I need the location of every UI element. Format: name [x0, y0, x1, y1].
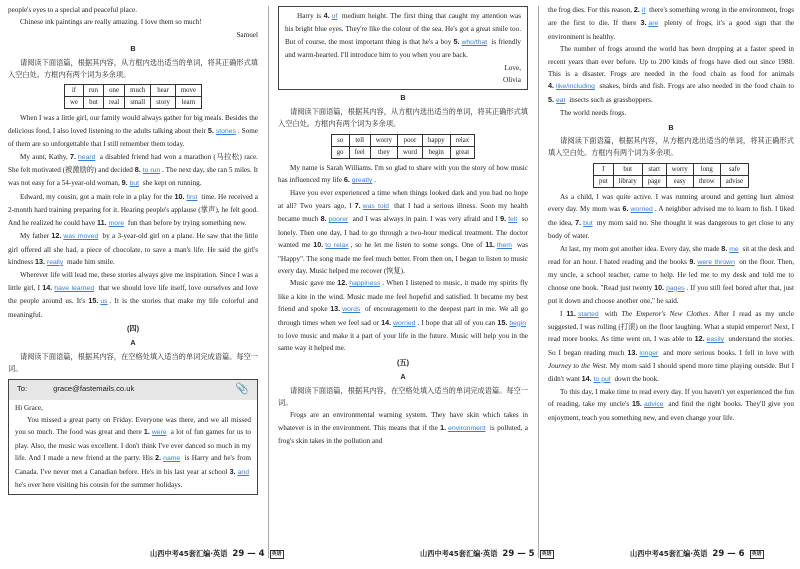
paragraph: You missed a great party on Friday. Everyone was there, and we all missed you so much. The food was great and there 1. were a lot of fun games for us to play. Also, the music was excellent. I don't think I've ever danced so much in my life. And I made a new friend at the party. His 2. name is Harry and he's from Canada. I've never met a Canadian before. He's in his last year at school 3. and he's over here visiting his cousin for the summer holidays. — [15, 415, 251, 489]
word-cell: so — [331, 134, 349, 146]
answer: greatly — [351, 177, 373, 185]
column-left — [8, 4, 258, 495]
paragraph: Wherever life will lead me, these stories always give me inspiration. Since I was a little girl, I 14. have learned that we should love life itself, love ourselves and love the people around us. It's 15. us . It is the stories that make my life colorful and meaningful. — [8, 271, 259, 319]
answer: but — [583, 219, 593, 227]
section-title: B — [400, 93, 406, 103]
answer: name — [163, 455, 181, 463]
answer: them — [496, 242, 512, 250]
word-row — [331, 146, 474, 158]
word-box — [331, 134, 475, 159]
paragraph: Frogs are an environmental warning system. They have skin which takes in whatever is in the environment. This means that if the 1. environment is polluted, a frog's skin takes in the pollution and — [278, 411, 528, 446]
signature: Samuel — [236, 30, 258, 39]
word-row — [593, 163, 748, 175]
instruction: 请阅读下面语篇，根据其内容，从方框内选出适当的单词，将其正确形式填入空白处。方框内有两个词为多余项。 — [278, 106, 528, 129]
section-title: B — [130, 44, 136, 54]
page-footer — [150, 548, 284, 560]
signature: Love, — [504, 63, 521, 72]
section-title: (四) — [127, 323, 139, 333]
answer: poorer — [328, 216, 349, 224]
footer-title: 山西中考45套汇编·英语 — [420, 548, 498, 558]
answer: were thrown — [697, 258, 735, 266]
paragraph: Have you ever experienced a time when things looked dark and you had no hope at all? Two years ago, I 7. was told that I had a serious illness. Soon my health became much 8. poorer and I was always in pain. I was very afraid and I 9. felt so lonely. Then one day, I had to go through a two-hour medical treatment. The doctor wanted me 10. to relax , so he let me listen to some songs. One of 11. them was "Happy". The song made me feel much better. From then on, I began to listen to music every day. Music helped me recover (恢复). — [278, 189, 529, 275]
section-title: A — [130, 338, 136, 348]
answer: first — [186, 193, 198, 201]
section-title: (五) — [397, 357, 409, 367]
column-middle — [278, 4, 528, 448]
word-cell: throw — [693, 175, 720, 187]
word-cell: worry — [370, 134, 397, 146]
column-divider — [538, 6, 539, 558]
paperclip-icon: 📎 — [235, 382, 249, 395]
word-box — [593, 163, 749, 188]
answer: were — [151, 429, 167, 437]
answer: stories — [215, 127, 236, 135]
word-cell: move — [175, 85, 201, 97]
answer: us — [100, 298, 108, 306]
email-box — [8, 379, 258, 496]
instruction: 请阅读下面语篇，根据其内容，在空格处填入适当的单词完成语篇。每空一词。 — [278, 385, 528, 407]
paragraph: Chinese ink paintings are really amazing. I love them so much! — [20, 18, 202, 27]
email-to-label: To: — [17, 384, 28, 394]
instruction: 请阅读下面语篇，根据其内容，在空格处填入适当的单词完成语篇。每空一词。 — [8, 351, 258, 374]
answer: environment — [448, 424, 486, 432]
answer: advice — [643, 401, 664, 409]
instruction: 请阅读下面语篇，根据其内容，从方框内选出适当的单词，将其正确形式填入空白处。方框内有两个词为多余项。 — [8, 57, 258, 80]
answer: started — [577, 310, 599, 318]
answer: eat — [556, 96, 566, 104]
word-cell: run — [83, 85, 103, 97]
word-row — [64, 85, 201, 97]
answer: really — [46, 258, 64, 266]
answer: to relax — [325, 242, 349, 250]
answer: but — [129, 180, 140, 188]
answer: like/including — [556, 83, 595, 91]
answer: easily — [706, 336, 725, 344]
word-cell: advise — [720, 175, 748, 187]
paragraph: people's eyes to a special and peaceful place. — [8, 6, 138, 14]
email-body — [9, 400, 257, 495]
email-greeting: Hi Grace, — [15, 403, 43, 412]
word-cell: one — [103, 85, 124, 97]
footer-title: 山西中考45套汇编·英语 — [150, 548, 228, 558]
paragraph: My father 12. was moved by a 3-year-old girl on a plane. He saw that the little girl offered all she had, a piece of chocolate, to save a man's life. He said the girl's kindness 13. really made him smile. — [8, 231, 258, 266]
word-cell: we — [64, 97, 83, 109]
word-cell: I — [593, 163, 613, 175]
email-header — [9, 380, 257, 400]
email-continuation-box — [278, 6, 528, 90]
paragraph: When I was a little girl, our family would always gather for big meals. Besides the delicious food, I also loved listening to the adults talking about their 5. stories . Some of them are so unforgettable that I still remember them today. — [8, 114, 258, 149]
publisher-logo: 英语 — [541, 550, 552, 557]
answer: longer — [639, 349, 659, 357]
word-cell: put — [593, 175, 613, 187]
word-cell: long — [693, 163, 720, 175]
answer: was told — [362, 202, 389, 210]
signature: Olivia — [503, 76, 521, 85]
answer: if — [641, 7, 646, 14]
publisher-logo: 英语 — [751, 550, 762, 557]
word-cell: but — [613, 163, 642, 175]
word-cell: story — [151, 97, 176, 109]
section-title: B — [668, 122, 674, 132]
answer: are — [648, 20, 659, 28]
answer: and — [237, 468, 249, 476]
page-number: 29 — 4 — [232, 548, 265, 559]
word-cell: small — [125, 97, 151, 109]
word-row — [64, 97, 201, 109]
word-row — [593, 175, 748, 187]
paragraph: Music gave me 12. happiness . When I listened to music, it made my spirits fly like a kite in the wind. Music made me feel hopeful and satisfied. It became my best friend and spoke 13. words of encouragement to the deepest part in me. We all go through times when we feel sad or 14. worried . I hope that all of you can 15. begin to love music and make it a part of your life in the future. Music will help you in the same way it helped me. — [278, 278, 528, 353]
word-cell: tell — [349, 134, 370, 146]
answer: more — [108, 219, 125, 227]
answer: happiness — [349, 280, 381, 288]
answer: me — [729, 245, 739, 253]
page-footer — [630, 548, 764, 560]
answer: begin — [509, 319, 526, 327]
answer: worried — [630, 206, 653, 214]
publisher-logo: 英语 — [271, 550, 282, 557]
answer: worried — [393, 319, 416, 327]
paragraph: My name is Sarah Williams. I'm so glad to share with you the story of how music has influenced my life 6. greatly . — [278, 163, 528, 185]
word-cell: but — [83, 97, 103, 109]
page-number: 29 — 6 — [712, 548, 745, 559]
word-cell: if — [64, 85, 83, 97]
paragraph: The world needs frogs. — [560, 109, 627, 118]
column-divider — [268, 6, 269, 558]
answer: have learned — [54, 284, 95, 292]
word-cell: feel — [349, 146, 370, 158]
instruction: 请阅读下面语篇，根据其内容，从方框内选出适当的单词，将其正确形式填入空白处。方框内有两个词为多余项。 — [548, 136, 794, 158]
word-cell: hear — [151, 85, 176, 97]
section-title: A — [400, 372, 406, 382]
column-right — [548, 4, 794, 424]
paragraph: My aunt, Kathy, 7. heard a disabled friend had won a marathon (马拉松) race. She felt motivated (被激励的) and decided 8. to run . The next day, she ran 5 miles. It was not easy for a 54-year-old woman, 9. but she kept on running. — [8, 151, 258, 188]
footer-title: 山西中考45套汇编·英语 — [630, 548, 708, 558]
paragraph: At last, my mom got another idea. Every day, she made 8. me sit at the desk and read for an hour. I hated reading and the books 9. were thrown on the floor. Then, my uncle, a school teacher, came to help. He led me to my desk and told me to choose one book. "Read just twenty 10. pages . If you still feel bored after that, just put it down and choose another one," he said. — [548, 243, 794, 306]
word-cell: learn — [175, 97, 201, 109]
word-cell: easy — [666, 175, 693, 187]
word-cell: great — [450, 146, 475, 158]
page-number: 29 — 5 — [502, 548, 535, 559]
word-cell: real — [103, 97, 124, 109]
email-address: grace@fastemails.co.uk — [53, 384, 135, 394]
answer: who/that — [461, 38, 488, 46]
paragraph: As a child, I was quite active. I was running around and getting hurt almost every day. My mom was 6. worried . A neighbor advised me to learn to fish. I liked the idea, 7. but my mom said no. She thought it was dangerous to get close to any body of water. — [548, 192, 794, 241]
paragraph: The number of frogs around the world has been dropping at a faster speed in recent years than ever before. Up to 200 kinds of frogs have died out since 1980. This is a disaster. Frogs are needed in the food chain as food for animals 4. like/including snakes, birds and fish. Frogs are also needed in the food chain to 5. eat insects such as grasshoppers. — [548, 45, 794, 104]
page-footer — [420, 548, 554, 560]
word-cell: library — [613, 175, 642, 187]
answer: to put — [593, 375, 611, 383]
word-cell: page — [642, 175, 666, 187]
answer: felt — [508, 216, 518, 224]
paragraph: the frog dies. For this reason, 2. if there's something wrong in the environment, frogs are the first to die. If there 3. are plenty of frogs, it's a good sign that the environment is healthy. — [548, 5, 794, 41]
word-cell: much — [125, 85, 151, 97]
word-cell: worry — [666, 163, 693, 175]
word-cell: they — [370, 146, 397, 158]
word-row — [331, 134, 474, 146]
word-cell: happy — [422, 134, 450, 146]
word-cell: begin — [422, 146, 450, 158]
paragraph: Harry is 4. of medium height. The first thing that caught my attention was his bright blue eyes. They're like the colour of the sea. He's got a great smile too. But of course, the most important thing is that he's a boy 5. who/that is friendly and warm-hearted. I'll introduce him to you when you are back. — [285, 11, 522, 60]
paragraph: I 11. started with The Emperor's New Clothes. After I read as my uncle suggested, I was rolling (打滚) on the floor laughing. What a stupid emperor! Next, I read more books. As time went on, I was able to 12. easily understand the stories. So I began reading much 13. longer and more serious books. I fell in love with Journey to the West. My mom said I should spend more time playing outside. But I didn't want 14. to put down the book. — [548, 308, 795, 383]
word-cell: relax — [450, 134, 475, 146]
word-cell: start — [642, 163, 666, 175]
word-cell: safe — [720, 163, 748, 175]
word-box — [64, 84, 202, 109]
answer: words — [342, 306, 361, 314]
answer: was moved — [63, 233, 99, 241]
paragraph: To this day, I make time to read every day. If you haven't yet experienced the fun of reading, take my uncle's 15. advice and find the right books. They'll give you enjoyment, teach you something new, and even change your life. — [548, 387, 794, 422]
word-cell: go — [331, 146, 349, 158]
word-cell: word — [398, 146, 423, 158]
answer: of — [331, 13, 338, 20]
paragraph: Edward, my cousin, got a main role in a play for the 10. first time. He received a 2-month hard training preparing for it. Hearing people's applause (掌声), he felt good. And he realized he could have 11. more fun than before by trying something new. — [8, 191, 258, 227]
answer: pages — [666, 284, 685, 292]
word-cell: poor — [398, 134, 423, 146]
answer: heard — [78, 153, 96, 161]
answer: to run — [142, 167, 161, 175]
